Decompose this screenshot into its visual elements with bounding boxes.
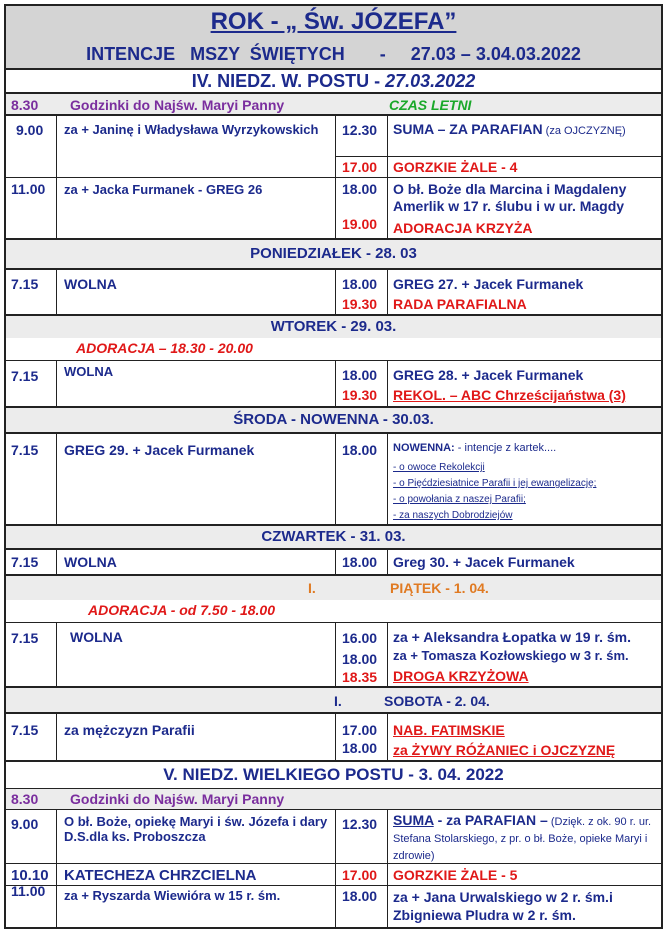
intention: NAB. FATIMSKIE xyxy=(393,722,505,738)
time: 7.15 xyxy=(11,722,39,738)
time: 8.30 xyxy=(11,791,39,807)
time: 17.00 xyxy=(342,159,378,175)
nowenna-item: - o owoce Rekolekcji xyxy=(393,462,485,473)
intention: za mężczyzn Parafii xyxy=(64,722,195,738)
godzinki-text: Godzinki do Najśw. Maryi Panny xyxy=(70,791,285,807)
intention: O bł. Boże, opiekę Maryi i św. Józefa i dary D.S.dla ks. Proboszcza xyxy=(64,814,328,844)
page-subtitle: INTENCJE MSZY ŚWIĘTYCH - 27.03 – 3.04.03.2022 xyxy=(86,44,581,64)
intention: za ŻYWY RÓŻANIEC i OJCZYZNĘ xyxy=(393,742,616,758)
intention: WOLNA xyxy=(64,276,117,292)
time: 12.30 xyxy=(342,816,378,832)
time: 17.00 xyxy=(342,722,378,738)
adoracja-note: ADORACJA - od 7.50 - 18.00 xyxy=(88,602,275,618)
time: 19.30 xyxy=(342,296,378,312)
time: 18.00 xyxy=(342,554,378,570)
adoracja-row-tuesday xyxy=(6,338,661,360)
intention: za + Janinę i Władysława Wyrzykowskich xyxy=(64,122,319,137)
time: 7.15 xyxy=(11,276,39,292)
day-header-sunday-1: IV. NIEDZ. W. POSTU - 27.03.2022 xyxy=(6,70,661,94)
time: 18.00 xyxy=(342,276,378,292)
time: 18.00 xyxy=(342,181,378,197)
day-title: SOBOTA - 2. 04. xyxy=(384,693,490,709)
intention: GREG 27. + Jacek Furmanek xyxy=(393,276,584,292)
day-header-friday xyxy=(6,576,661,600)
intention: GORZKIE ŻALE - 4 xyxy=(393,159,518,175)
intention: GREG 28. + Jacek Furmanek xyxy=(393,367,584,383)
nowenna-item: - o Pięćdziesiatnice Parafii i jej ewangelizację; xyxy=(393,478,597,489)
intention: DROGA KRZYŻOWA xyxy=(393,668,529,684)
godzinki-row-2 xyxy=(6,788,661,810)
time: 19.30 xyxy=(342,387,378,403)
day-header-tuesday: WTOREK - 29. 03. xyxy=(6,316,661,338)
time: 18.00 xyxy=(342,888,378,904)
intention: za + Tomasza Kozłowskiego w 3 r. śm. xyxy=(393,648,629,663)
nowenna-heading: NOWENNA: - intencje z kartek.... xyxy=(393,442,557,454)
intention: ADORACJA KRZYŻA xyxy=(393,220,533,236)
intention: za + Jana Urwalskiego w 2 r. śm.i Zbigniewa Pludra w 2 r. śm. xyxy=(393,889,613,923)
nowenna-item: - za naszych Dobrodziejów xyxy=(393,510,513,521)
time: 7.15 xyxy=(11,554,39,570)
schedule-sheet xyxy=(4,4,663,929)
time: 7.15 xyxy=(11,368,39,384)
time: 11.00 xyxy=(11,181,46,197)
godzinki-row-1 xyxy=(6,94,661,116)
page-title: ROK - „ Św. JÓZEFA” xyxy=(210,8,457,35)
intention: SUMA - za PARAFIAN – (Dzięk. z ok. 90 r. ur. Stefana Stolarskiego, z pr. o bł. Boże, opieke Maryi i zdrowie) xyxy=(393,812,652,862)
time: 9.00 xyxy=(16,122,44,138)
day-header-sunday-2: V. NIEDZ. WIELKIEGO POSTU - 3. 04. 2022 xyxy=(163,765,504,784)
time: 18.00 xyxy=(342,367,378,383)
adoracja-row-friday xyxy=(6,600,661,622)
intention: za + Ryszarda Wiewióra w 15 r. śm. xyxy=(64,888,281,903)
adoracja-note: ADORACJA – 18.30 - 20.00 xyxy=(76,340,253,356)
time: 19.00 xyxy=(342,216,378,232)
time: 10.10 xyxy=(11,867,49,884)
sunday-1-mass-block xyxy=(6,116,661,178)
intention: za + Aleksandra Łopatka w 19 r. śm. xyxy=(393,629,631,645)
intention: KATECHEZA CHRZCIELNA xyxy=(64,867,257,884)
time: 18.35 xyxy=(342,669,378,685)
intention: SUMA – ZA PARAFIAN (za OJCZYZNĘ) xyxy=(393,121,626,137)
time: 18.00 xyxy=(342,651,378,667)
day-title: PIĄTEK - 1. 04. xyxy=(390,580,489,596)
intention: Greg 30. + Jacek Furmanek xyxy=(393,554,575,570)
day-header-wednesday: ŚRODA - NOWENNA - 30.03. xyxy=(6,408,661,434)
day-header-thursday: CZWARTEK - 31. 03. xyxy=(6,526,661,550)
time: 17.00 xyxy=(342,867,378,883)
intention: GREG 29. + Jacek Furmanek xyxy=(64,442,255,458)
intention: WOLNA xyxy=(70,629,123,645)
intention: WOLNA xyxy=(64,554,117,570)
first-friday-marker: I. xyxy=(308,580,316,596)
intention: O bł. Boże dla Marcina i Magdaleny Amerlik w 17 r. ślubu i w ur. Magdy xyxy=(393,181,627,214)
intention: za + Jacka Furmanek - GREG 26 xyxy=(64,182,263,197)
time: 9.00 xyxy=(11,816,39,832)
intention: GORZKIE ŻALE - 5 xyxy=(393,867,518,883)
time: 7.15 xyxy=(11,442,39,458)
time: 18.00 xyxy=(342,442,378,458)
time: 7.15 xyxy=(11,630,39,646)
czas-letni: CZAS LETNI xyxy=(389,97,472,113)
nowenna-item: - o powołania z naszej Parafii; xyxy=(393,494,526,505)
intention: WOLNA xyxy=(64,364,114,379)
header xyxy=(6,6,661,70)
godzinki-text: Godzinki do Najśw. Maryi Panny xyxy=(70,97,285,113)
time: 16.00 xyxy=(342,630,378,646)
time: 12.30 xyxy=(342,122,378,138)
intention: RADA PARAFIALNA xyxy=(393,296,527,312)
day-header-saturday xyxy=(6,688,661,714)
day-header-monday: PONIEDZIAŁEK - 28. 03 xyxy=(6,240,661,270)
time: 8.30 xyxy=(11,97,39,113)
first-saturday-marker: I. xyxy=(334,693,342,709)
intention: REKOL. – ABC Chrześcijaństwa (3) xyxy=(393,387,626,403)
time: 11.00 xyxy=(11,883,46,899)
time: 18.00 xyxy=(342,740,378,756)
